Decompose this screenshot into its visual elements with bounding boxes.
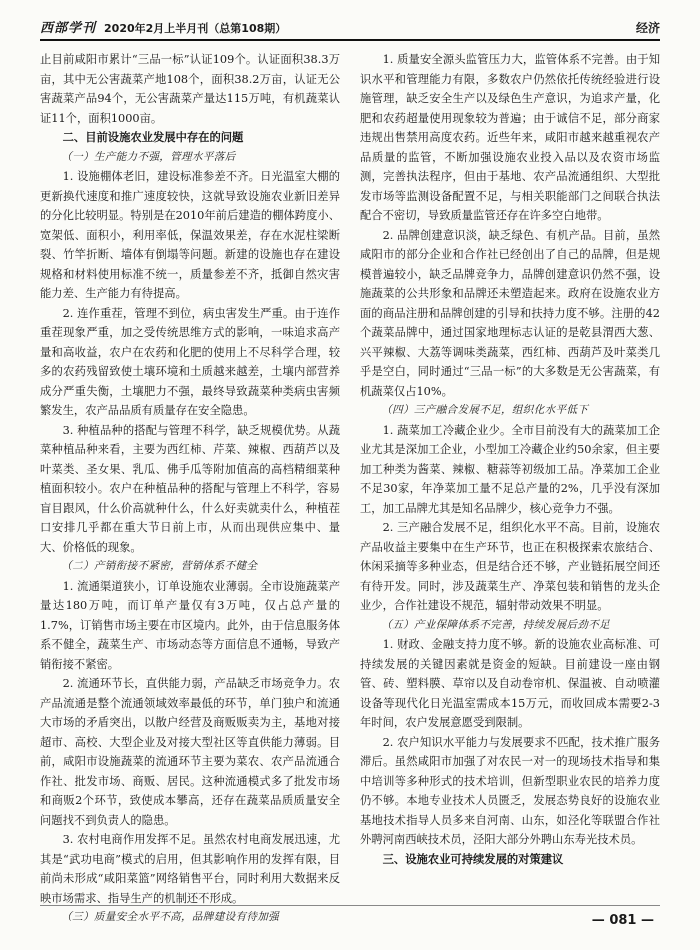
paragraph: 1. 财政、金融支持力度不够。新的设施农业高标准、可持续发展的关键因素就是资金的短缺。目前建设一座由钢管、砖、塑料膜、草帘以及自动卷帘机、保温被、自动喷灌设备等现代化日光温室需成本15万元，而收回成本需要2-3年时间，农户发展意愿受到限制。 <box>360 638 660 729</box>
paragraph: 3. 农村电商作用发挥不足。虽然农村电商发展迅速，尤其是“武功电商”模式的启用，但其影响作用的发挥有限，目前尚未形成“咸阳菜篮”网络销售平台，同时利用大数据来反映市场需求、指导生产的机制还不形成。 <box>40 833 340 905</box>
subsection-heading: （二）产销衔接不紧密，营销体系不健全 <box>61 560 258 572</box>
paragraph: 3. 种植品种的搭配与管理不科学，缺乏规模优势。从蔬菜种植品种来看，主要为西红柿、芹菜、辣椒、西葫芦以及叶菜类、圣女果、乳瓜、佛手瓜等附加值高的高档精细菜种植面积较小。农户在种植品种的搭配与管理上不科学，容易盲目跟风，什么价高就种什么，什么好卖就卖什么，种植茬口安排几乎都在重大节日前上市，从而出现供应集中、量大、价格低的现象。 <box>40 423 340 554</box>
subsection-heading: （五）产业保障体系不完善，持续发展后劲不足 <box>381 618 610 631</box>
paragraph: 2. 连作重茬，管理不到位，病虫害发生严重。由于连作重茬现象严重，加之受传统思维方式的影响，一味追求高产量和高收益，农户在农药和化肥的使用上不尽科学合理，较多的农药残留致使土壤环境和土质越来越差，土壤内部营养成分严重失衡，土壤肥力不强，最终导致蔬菜种类病虫害频繁发生，农产品品质有质量存在安全隐患。 <box>40 306 340 417</box>
paragraph: 止目前咸阳市累计“三品一标”认证109个。认证面积38.3万亩，其中无公害蔬菜产地108个，面积38.2万亩，认证无公害蔬菜产品94个，无公害蔬菜产量达115万吨，有机蔬菜认证11个，面积1000亩。 <box>40 53 340 125</box>
subsection-heading: （四）三产融合发展不足，组织化水平低下 <box>381 404 589 416</box>
page-number: — 081 — <box>591 913 654 928</box>
paragraph: 2. 品牌创建意识淡，缺乏绿色、有机产品。目前，虽然咸阳市的部分企业和合作社已经创出了自己的品牌，但是规模普遍较小，缺乏品牌竞争力，品牌创建意识仍然不强，设施蔬菜的公共形象和品牌还未塑造起来。政府在设施农业方面的商品注册和品牌创建的引导和扶持力度不够。注册的42个蔬菜品牌中，通过国家地理标志认证的是乾县渭西大葱、兴平辣椒、大荔等调味类蔬菜，西红柿、西葫芦及叶菜类几乎是空白，同时通过“三品一标”的大多数是无公害蔬菜，有机蔬菜仅占10%。 <box>360 228 660 398</box>
subsection-heading: （一）生产能力不强，管理水平落后 <box>61 150 236 163</box>
paragraph: 2. 农户知识水平能力与发展要求不匹配，技术推广服务滞后。虽然咸阳市加强了对农民一对一的现场技术指导和集中培训等多种形式的技术培训，但新型职业农民的培养力度仍不够。本地专业技术人员匮乏，发展态势良好的设施农业基地技术指导人员多来自河南、山东，如泾化等联盟合作社外聘河南西峡技术员，泾阳大部分外聘山东寿光技术员。 <box>360 735 660 846</box>
paragraph: 2. 三产融合发展不足，组织化水平不高。目前，设施农产品收益主要集中在生产环节，也正在积极探索农旅结合、休闲采摘等多种业态，但是结合还不够，产业链拓展空间还有待开发。同时，涉及蔬菜生产、净菜包装和销售的龙头企业少，合作社建设不规范，辐射带动效果不明显。 <box>360 521 660 612</box>
left-column <box>40 50 340 923</box>
footer-divider <box>40 905 660 906</box>
paragraph: 2. 流通环节长，直供能力弱，产品缺乏市场竞争力。农产品流通是整个流通领域效率最低的环节，单门独户和流通大市场的矛盾突出，以散户经营及商贩贩卖为主，基地对接超市、高校、大型企业及对接大型社区等直供能力薄弱。目前，咸阳市设施蔬菜的流通环节主要为菜农、农产品流通合作社、批发市场、商贩、居民。这种流通模式多了批发市场和商贩2个环节，致使成本攀高，还存在蔬菜品质质量安全问题找不到负责人的隐患。 <box>40 677 340 827</box>
paragraph: 1. 蔬菜加工冷藏企业少。全市目前没有大的蔬菜加工企业尤其是深加工企业，小型加工冷藏企业约50余家，但主要加工种类为酱菜、辣椒、糖蒜等初级加工品。净菜加工企业不足30家，年净菜加工量不足总产量的2%，几乎没有深加工，加工品牌尤其是知名品牌少，核心竞争力不强。 <box>360 423 660 515</box>
section-label: 经济 <box>635 21 660 35</box>
paragraph: 1. 质量安全源头监管压力大，监管体系不完善。由于知识水平和管理能力有限，多数农户仍然依托传统经验进行设施管理，缺乏安全生产以及绿色生产意识，为追求产量，化肥和农药超量使用现象较为普遍；由于诚信不足，部分商家违规出售禁用高度农药。近些年来，咸阳市越来越重视农产品质量的监管，不断加强设施农业投入品以及农资市场监测，完善执法程序，但由于基地、农产品流通组织、大型批发市场等监测设备配置不足，与相关职能部门之间联合执法配合不密切，导致质量监管还存在许多空白地带。 <box>360 53 660 222</box>
header-left <box>40 17 286 36</box>
section-heading: 三、设施农业可持续发展的对策建议 <box>382 852 564 866</box>
issue-info: 2020年2月上半月刊（总第108期） <box>104 22 287 35</box>
journal-title: 西部学刊 <box>40 21 97 36</box>
paragraph: 1. 设施棚体老旧，建设标准参差不齐。日光温室大棚的更新换代速度和推广速度较快，这就导致设施农业新旧差异的分化比较明显。特别是在2010年前后建造的棚体跨度小、宽架低、面积小，利用率低，保温效果差，存在水泥柱梁断裂、竹竿折断、墙体有倒塌等问题。新建的设施也存在建设规格和材料使用标准不统一，质量参差不齐，抵御自然灾害能力差、生产能力有待提高。 <box>40 170 340 300</box>
paragraph: 1. 流通渠道狭小，订单设施农业薄弱。全市设施蔬菜产量达180万吨，而订单产量仅有3万吨，仅占总产量的1.7%，订销售市场主要在市区境内。此外，由于信息服务体系不健全，蔬菜生产、市场动态等方面信息不通畅，导致产销衔接不紧密。 <box>40 579 340 671</box>
subsection-heading: （三）质量安全水平不高，品牌建设有待加强 <box>61 911 280 923</box>
right-column <box>360 50 660 886</box>
running-header <box>40 14 660 41</box>
section-heading: 二、目前设施农业发展中存在的问题 <box>62 131 244 144</box>
